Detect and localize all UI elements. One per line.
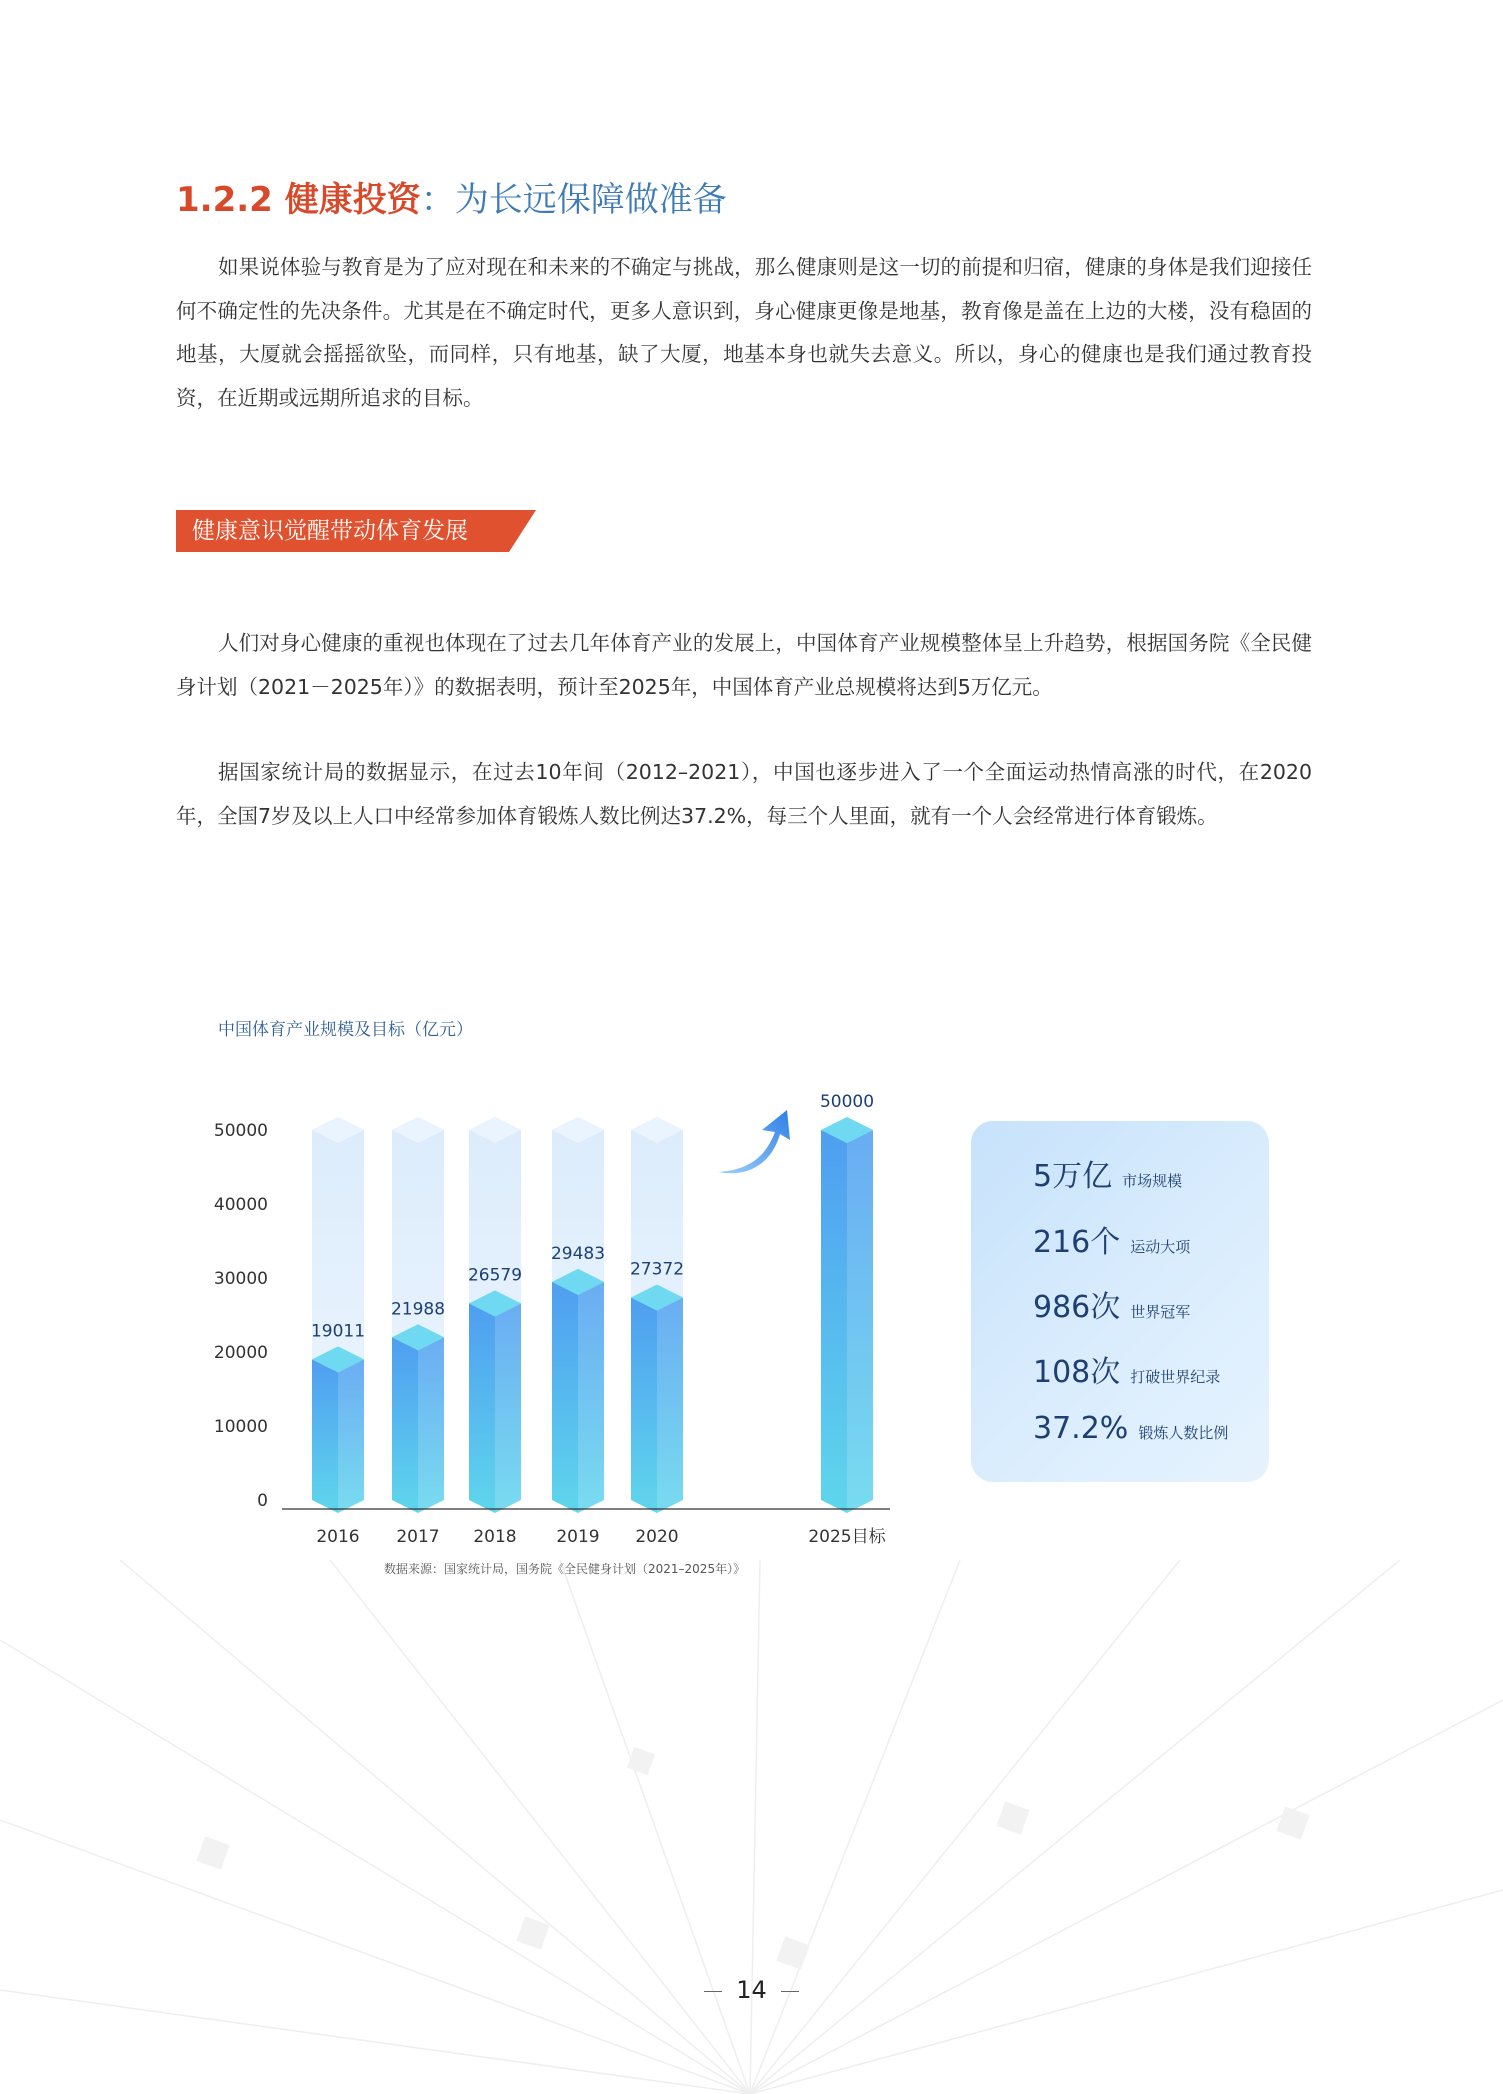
bar-left-face [552, 1282, 578, 1513]
subheading-banner-label: 健康意识觉醒带动体育发展 [192, 518, 468, 544]
bar-data-label: 26579 [467, 1265, 523, 1286]
chart-source-note: 数据来源：国家统计局，国务院《全民健身计划（2021–2025年）》 [384, 1562, 746, 1576]
page-number-dash-left [704, 1991, 722, 1992]
page-number-dash-right [781, 1991, 799, 1992]
bar-data-label: 27372 [629, 1259, 685, 1280]
stats-card [971, 1121, 1269, 1482]
x-tick-label: 2017 [396, 1527, 440, 1547]
page-number-value: 14 [736, 1976, 767, 2004]
section-title-rest: ：为长远保障做准备 [420, 180, 727, 220]
section-number: 1.2.2 [176, 180, 273, 220]
stat-row [1033, 1411, 1228, 1446]
stat-value: 5万亿 [1033, 1159, 1113, 1194]
section-title-key: 健康投资 [284, 180, 421, 220]
stat-value: 108次 [1033, 1355, 1121, 1390]
x-tick-label: 2019 [556, 1527, 600, 1547]
y-tick-label: 10000 [213, 1417, 268, 1437]
stat-value: 986次 [1033, 1290, 1121, 1325]
bar-left-face [631, 1297, 657, 1513]
stat-value: 216个 [1033, 1225, 1121, 1260]
y-tick-label: 30000 [213, 1269, 268, 1289]
bar-right-face [495, 1303, 521, 1513]
bar-data-label: 29483 [550, 1243, 606, 1264]
stat-row [1033, 1282, 1190, 1326]
bar-right-face [578, 1282, 604, 1513]
y-tick-label: 0 [257, 1491, 268, 1511]
y-tick-label: 50000 [213, 1121, 268, 1141]
bar-left-face [392, 1337, 418, 1513]
stat-row [1033, 1217, 1190, 1261]
y-tick-label: 20000 [213, 1343, 268, 1363]
stat-label: 打破世界纪录 [1130, 1368, 1221, 1386]
bar-chart [190, 1070, 910, 1550]
stat-value: 37.2% [1033, 1411, 1129, 1446]
y-tick-label: 40000 [213, 1195, 268, 1215]
bar-right-face [418, 1337, 444, 1513]
stat-label: 锻炼人数比例 [1138, 1424, 1229, 1442]
stat-label: 运动大项 [1130, 1238, 1191, 1256]
exercise-stats-paragraph: 据国家统计局的数据显示，在过去10年间（2012–2021），中国也逐步进入了一个全面运动热情高涨的时代，在2020年，全国7岁及以上人口中经常参加体育锻炼人数比例达37.2%，每三个人里面，就有一个人会经常进行体育锻炼。 [176, 760, 1312, 828]
background-rays [0, 1560, 1503, 2094]
stat-row [1033, 1151, 1182, 1195]
x-tick-label: 2025目标 [808, 1527, 886, 1547]
section-title [176, 172, 727, 221]
stat-label: 市场规模 [1122, 1172, 1183, 1190]
bar-left-face [312, 1359, 338, 1513]
chart-title: 中国体育产业规模及目标（亿元） [218, 1020, 473, 1040]
bar-right-face [847, 1130, 873, 1513]
x-tick-label: 2018 [473, 1527, 517, 1547]
bar-data-label: 21988 [390, 1299, 446, 1320]
intro-paragraph: 如果说体验与教育是为了应对现在和未来的不确定与挑战，那么健康则是这一切的前提和归宿，健康的身体是我们迎接任何不确定性的先决条件。尤其是在不确定时代，更多人意识到，身心健康更像是地基，教育像是盖在上边的大楼，没有稳固的地基，大厦就会摇摇欲坠，而同样，只有地基，缺了大厦，地基本身也就失去意义。所以，身心的健康也是我们通过教育投资，在近期或远期所追求的目标。 [176, 255, 1312, 410]
x-tick-label: 2020 [635, 1527, 679, 1547]
bar-left-face [821, 1130, 847, 1513]
bar-data-label: 50000 [819, 1092, 875, 1112]
stat-row [1033, 1347, 1220, 1391]
sports-industry-paragraph: 人们对身心健康的重视也体现在了过去几年体育产业的发展上，中国体育产业规模整体呈上升趋势，根据国务院《全民健身计划（2021－2025年）》的数据表明，预计至2025年，中国体育产业总规模将达到5万亿元。 [176, 631, 1312, 699]
bar-right-face [338, 1359, 364, 1513]
growth-arrow-icon [718, 1110, 790, 1173]
bar-left-face [469, 1303, 495, 1513]
x-tick-label: 2016 [316, 1527, 360, 1547]
bar-data-label: 19011 [310, 1321, 366, 1342]
stat-label: 世界冠军 [1130, 1303, 1191, 1321]
page-number [0, 1976, 1503, 2004]
bar-right-face [657, 1297, 683, 1513]
